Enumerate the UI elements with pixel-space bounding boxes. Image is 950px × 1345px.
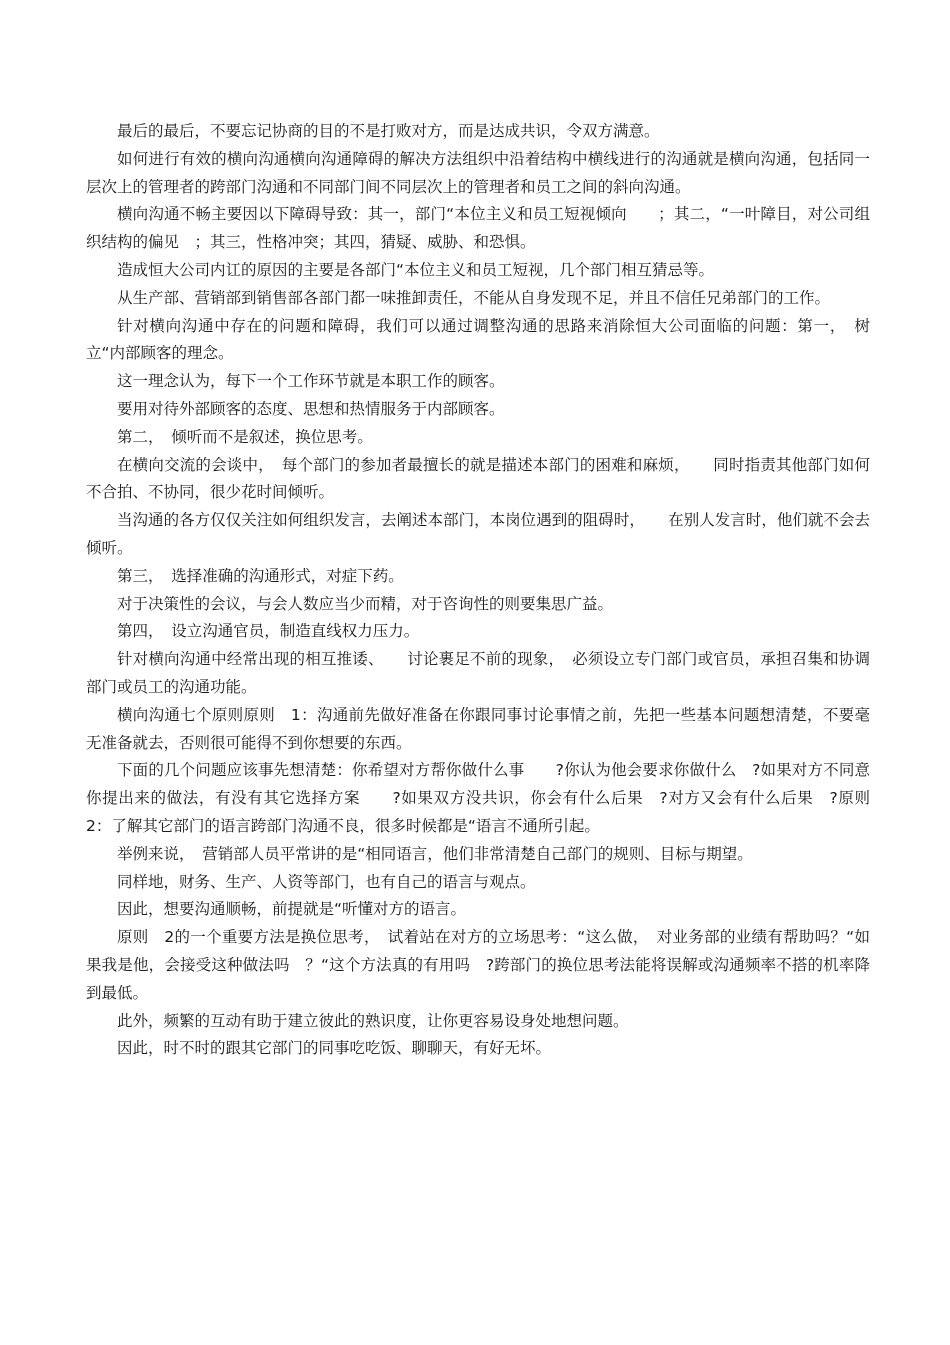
paragraph-19: 同样地，财务、生产、人资等部门，也有自己的语言与观点。 — [117, 872, 536, 891]
paragraph-1: 最后的最后，不要忘记协商的目的不是打败对方，而是达成共识，令双方满意。 — [117, 122, 660, 140]
document-body — [86, 118, 886, 1063]
paragraph-5: 从生产部、营销部到销售部各部门都一味推卸责任，不能从自身发现不足，并且不信任兄弟部门的工作。 — [117, 288, 831, 307]
paragraph-21: 原则 2的一个重要方法是换位思考， 试着站在对方的立场思考：“这么做， 对业务部的业绩有帮助吗？“如果我是他，会接受这种做法吗 ？“这个方法真的有用吗 ?跨部门的换位思考法能将误解或沟通频率不搭的机率降到最低。 — [86, 928, 870, 1002]
paragraph-22: 此外，频繁的互动有助于建立彼此的熟识度，让你更容易设身处地想问题。 — [117, 1011, 629, 1030]
paragraph-16: 横向沟通七个原则原则 1：沟通前先做好准备在你跟同事讨论事情之前，先把一些基本问题想清楚，不要毫无准备就去，否则很可能得不到你想要的东西。 — [86, 705, 870, 752]
paragraph-14: 第四， 设立沟通官员，制造直线权力压力。 — [117, 622, 420, 641]
paragraph-11: 当沟通的各方仅仅关注如何组织发言，去阐述本部门，本岗位遇到的阻碍时， 在别人发言时，他们就不会去倾听。 — [86, 511, 870, 557]
paragraph-7: 这一理念认为，每下一个工作环节就是本职工作的顾客。 — [117, 372, 505, 391]
paragraph-3: 横向沟通不畅主要因以下障碍导致：其一，部门“本位主义和员工短视倾向 ；其二，“一叶障目，对公司组织结构的偏见 ；其三，性格冲突；其四，猜疑、威胁、和恐惧。 — [86, 205, 870, 252]
paragraph-10: 在横向交流的会谈中， 每个部门的参加者最擅长的就是描述本部门的困难和麻烦， 同时指责其他部门如何不合拍、不协同，很少花时间倾听。 — [86, 455, 870, 502]
paragraph-18: 举例来说， 营销部人员平常讲的是“相同语言，他们非常清楚自己部门的规则、目标与期望。 — [117, 844, 753, 863]
paragraph-4: 造成恒大公司内讧的原因的主要是各部门“本位主义和员工短视，几个部门相互猜忌等。 — [117, 260, 715, 279]
paragraph-8: 要用对待外部顾客的态度、思想和热情服务于内部顾客。 — [117, 399, 505, 418]
paragraph-20: 因此，想要沟通顺畅，前提就是“听懂对方的语言。 — [117, 900, 467, 919]
paragraph-6: 针对横向沟通中存在的问题和障碍，我们可以通过调整沟通的思路来消除恒大公司面临的问题：第一， 树立“内部顾客的理念。 — [86, 316, 870, 363]
paragraph-2: 如何进行有效的横向沟通横向沟通障碍的解决方法组织中沿着结构中横线进行的沟通就是横向沟通，包括同一层次上的管理者的跨部门沟通和不同部门间不同层次上的管理者和员工之间的斜向沟通。 — [86, 149, 870, 196]
paragraph-9: 第二， 倾听而不是叙述，换位思考。 — [117, 427, 373, 446]
paragraph-13: 对于决策性的会议，与会人数应当少而精，对于咨询性的则要集思广益。 — [117, 594, 614, 613]
paragraph-12: 第三， 选择准确的沟通形式，对症下药。 — [117, 566, 404, 585]
paragraph-17: 下面的几个问题应该事先想清楚：你希望对方帮你做什么事 ?你认为他会要求你做什么 ?如果对方不同意你提出来的做法，有没有其它选择方案 ?如果双方没共识，你会有什么后果 ?对方又会有什么后果 ?原则 2：了解其它部门的语言跨部门沟通不良，很多时候都是“语言不通所引起。 — [86, 761, 886, 835]
paragraph-15: 针对横向沟通中经常出现的相互推诿、 讨论裹足不前的现象， 必须设立专门部门或官员，承担召集和协调部门或员工的沟通功能。 — [86, 650, 870, 696]
paragraph-23: 因此，时不时的跟其它部门的同事吃吃饭、聊聊天，有好无坏。 — [117, 1039, 552, 1058]
